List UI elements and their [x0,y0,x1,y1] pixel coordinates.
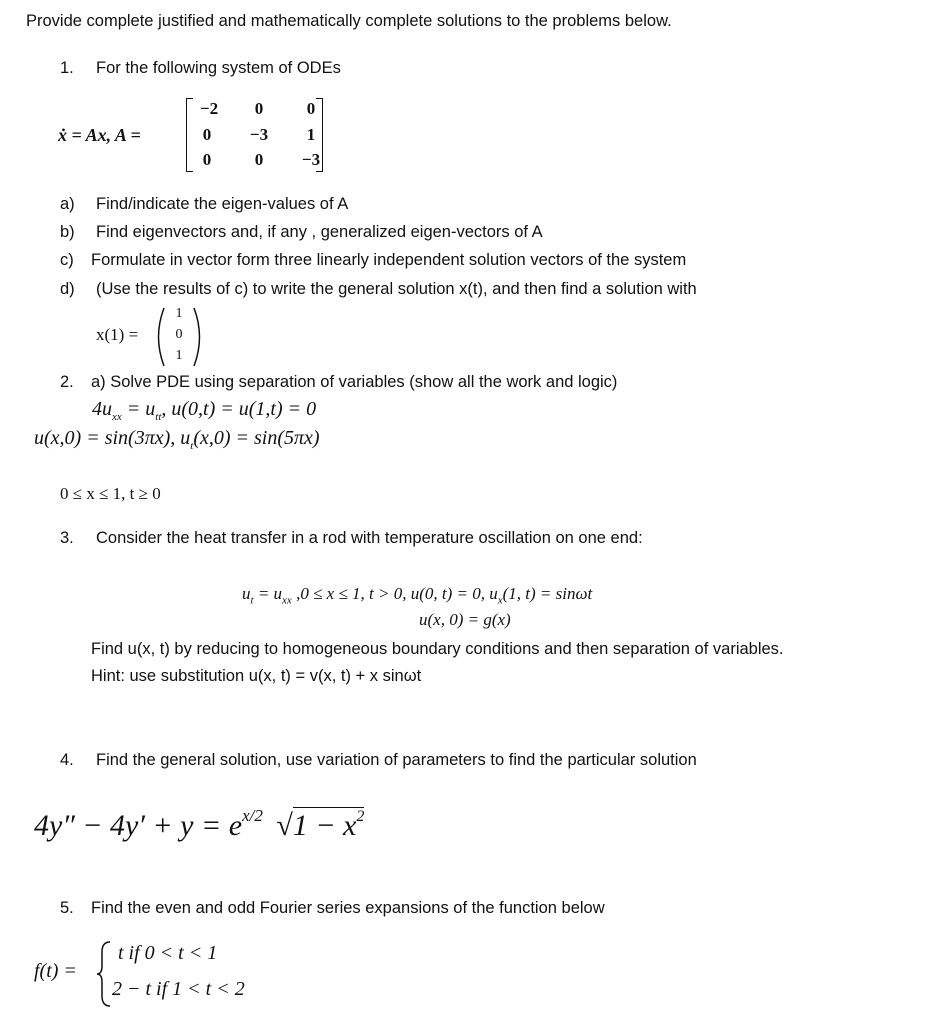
heat-equation [242,584,592,606]
pde-subscript: xx [112,411,122,423]
pde-term: u(x,0) = sin(3πx), u [34,427,191,449]
ode-equation [34,806,364,843]
vector-left-paren [152,306,166,368]
piecewise-case-1: t if 0 < t < 1 [118,942,218,964]
vector-entry: 1 [175,348,183,363]
matrix-cell: 0 [202,125,212,144]
piecewise-case-2: 2 − t if 1 < t < 2 [112,978,245,1000]
ode-exponent: x/2 [242,806,263,825]
vector-entry: 1 [175,306,183,321]
part-text: Find eigenvectors and, if any , generalized eigen-vectors of A [96,223,543,241]
part-text: Find/indicate the eigen-values of A [96,195,349,213]
heat-subscript: x [497,594,503,607]
part-text: (Use the results of c) to write the general solution x(t), and then find a solution with [96,280,697,298]
matrix-cell: 0 [202,150,212,169]
matrix-cell: −3 [249,125,269,144]
piecewise-brace [96,940,112,1008]
problem-2-number: 2. [60,373,74,391]
pde-term: , u(0,t) = u(1,t) = 0 [161,398,317,420]
pde-term: = u [121,398,156,420]
part-label: d) [60,280,75,298]
problem-1-number: 1. [60,59,74,77]
problem-1-title: For the following system of ODEs [96,59,341,77]
problem-3-hint: Hint: use substitution u(x, t) = v(x, t) + x sinωt [91,667,422,685]
vector-entry: 0 [175,327,183,342]
pde-initial-conditions [34,427,320,452]
radicand-exponent: 2 [356,808,365,825]
piecewise-lhs: f(t) = [34,960,77,982]
problem-5-number: 5. [60,899,74,917]
radicand-term: 1 − x [292,809,357,842]
part-label: c) [60,251,74,269]
problem-2-title: a) Solve PDE using separation of variables (show all the work and logic) [91,373,618,391]
heat-term: u [242,584,251,603]
part-text: Formulate in vector form three linearly independent solution vectors of the system [91,251,687,269]
matrix-cell: −2 [199,99,219,118]
pde-equation [92,398,316,423]
instructions-text: Provide complete justified and mathematically complete solutions to the problems below. [26,12,672,30]
problem-3-instruction: Find u(x, t) by reducing to homogeneous boundary conditions and then separation of variables. [91,640,784,658]
initial-condition: x(1) = [96,325,139,344]
pde-domain: 0 ≤ x ≤ 1, t ≥ 0 [60,484,161,503]
pde-term: (x,0) = sin(5πx) [193,427,320,449]
matrix-cell: 0 [254,99,264,118]
heat-subscript: xx [282,594,292,607]
heat-initial-condition: u(x, 0) = g(x) [419,610,511,629]
ode-term: 4y″ − 4y′ + y = e [34,809,243,842]
pde-term: 4u [92,398,112,420]
problem-3-number: 3. [60,529,74,547]
part-label: b) [60,223,75,241]
pde-subscript: tt [155,411,162,423]
vector-right-paren [192,306,206,368]
radicand [293,807,365,842]
heat-term: = u [253,584,283,603]
problem-5-title: Find the even and odd Fourier series expansions of the function below [91,899,605,917]
matrix-cell: 0 [306,99,316,118]
matrix-cell: 0 [254,150,264,169]
pde-subscript: t [190,440,194,452]
sqrt-icon: √ [276,809,293,842]
heat-term: ,0 ≤ x ≤ 1, t > 0, u(0, t) = 0, u [291,584,498,603]
problem-4-number: 4. [60,751,74,769]
system-equation: ẋ = Ax, A = [58,125,141,145]
problem-4-title: Find the general solution, use variation of parameters to find the particular solution [96,751,697,769]
matrix-cell: 1 [306,125,316,144]
problem-3-title: Consider the heat transfer in a rod with temperature oscillation on one end: [96,529,643,547]
heat-term: (1, t) = sinωt [502,584,593,603]
heat-subscript: t [250,594,254,607]
matrix-cell: −3 [301,150,321,169]
part-label: a) [60,195,75,213]
